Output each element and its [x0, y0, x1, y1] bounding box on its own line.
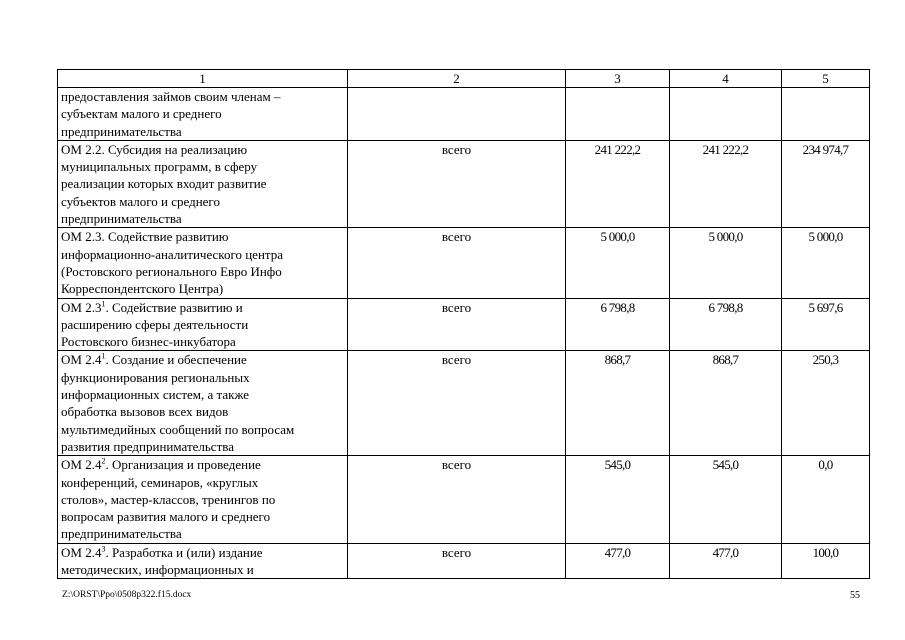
row-type: всего [348, 543, 566, 579]
description-line: (Ростовского регионального Евро Инфо [61, 263, 282, 279]
row-value-3: 477,0 [566, 543, 670, 579]
row-type: всего [348, 228, 566, 298]
row-value-4: 545,0 [670, 456, 782, 543]
description-line: обработка вызовов всех видов [61, 404, 229, 420]
row-value-5 [782, 88, 870, 141]
table-row [58, 228, 870, 298]
column-header-4: 4 [670, 70, 782, 88]
description-line: предпринимательства [61, 123, 182, 139]
table-row [58, 88, 870, 141]
description-line: ОМ 2.4 [61, 457, 102, 473]
budget-table [57, 69, 870, 579]
footer-file-path: Z:\ORST\Ppo\0508p322.f15.docx [62, 590, 192, 600]
description-line: информационных систем, а также [61, 387, 250, 403]
row-description [58, 228, 348, 298]
description-line: столов», мастер-классов, тренингов по [61, 491, 276, 507]
table-row [58, 543, 870, 579]
table-row [58, 140, 870, 227]
description-line: Ростовского бизнес-инкубатора [61, 334, 236, 350]
description-line: ОМ 2.3. Содействие развитию [61, 229, 229, 245]
superscript-marker: 1 [101, 299, 106, 309]
row-type: всего [348, 351, 566, 456]
row-value-3 [566, 88, 670, 141]
row-value-3: 545,0 [566, 456, 670, 543]
description-line: предпринимательства [61, 526, 182, 542]
description-line: расширению сферы деятельности [61, 316, 249, 332]
description-line: мультимедийных сообщений по вопросам [61, 421, 295, 437]
row-description [58, 140, 348, 227]
description-line: методических, информационных и [61, 562, 254, 578]
row-value-5: 100,0 [782, 543, 870, 579]
row-value-5: 0,0 [782, 456, 870, 543]
description-line: . Создание и обеспечение [105, 352, 247, 368]
table-row [58, 298, 870, 351]
table-header-row [58, 70, 870, 88]
column-header-1: 1 [58, 70, 348, 88]
description-line: предпринимательства [61, 211, 182, 227]
row-value-5: 250,3 [782, 351, 870, 456]
description-line: Корреспондентского Центра) [61, 281, 224, 297]
table-row [58, 351, 870, 456]
superscript-marker: 3 [101, 544, 106, 554]
description-line: субъектов малого и среднего [61, 193, 220, 209]
row-value-4: 477,0 [670, 543, 782, 579]
row-description [58, 88, 348, 141]
row-description [58, 298, 348, 351]
description-line: предоставления займов своим членам – [61, 89, 281, 104]
row-type: всего [348, 456, 566, 543]
row-value-3: 5 000,0 [566, 228, 670, 298]
description-line: информационно-аналитического центра [61, 246, 284, 262]
description-line: ОМ 2.2. Субсидия на реализацию [61, 141, 248, 157]
row-description [58, 543, 348, 579]
description-line: вопросам развития малого и среднего [61, 509, 271, 525]
description-line: . Разработка и (или) издание [105, 544, 263, 560]
row-value-4: 5 000,0 [670, 228, 782, 298]
description-line: ОМ 2.3 [61, 299, 102, 315]
row-value-5: 5 000,0 [782, 228, 870, 298]
table-row [58, 456, 870, 543]
row-value-3: 6 798,8 [566, 298, 670, 351]
description-line: функционирования региональных [61, 369, 250, 385]
column-header-2: 2 [348, 70, 566, 88]
column-header-5: 5 [782, 70, 870, 88]
description-line: конференций, семинаров, «круглых [61, 474, 259, 490]
row-description [58, 351, 348, 456]
description-line: . Содействие развитию и [105, 299, 243, 315]
description-line: субъектам малого и среднего [61, 106, 222, 122]
row-value-4: 241 222,2 [670, 140, 782, 227]
superscript-marker: 2 [101, 456, 106, 466]
row-value-4: 6 798,8 [670, 298, 782, 351]
description-line: реализации которых входит развитие [61, 176, 267, 192]
description-line: муниципальных программ, в сферу [61, 159, 258, 175]
description-line: ОМ 2.4 [61, 352, 102, 368]
row-type [348, 88, 566, 141]
row-value-3: 241 222,2 [566, 140, 670, 227]
page-number: 55 [850, 590, 860, 601]
row-description [58, 456, 348, 543]
row-value-3: 868,7 [566, 351, 670, 456]
superscript-marker: 1 [101, 352, 106, 362]
description-line: ОМ 2.4 [61, 544, 102, 560]
row-type: всего [348, 298, 566, 351]
description-line: . Организация и проведение [105, 457, 261, 473]
row-value-5: 234 974,7 [782, 140, 870, 227]
column-header-3: 3 [566, 70, 670, 88]
row-value-4 [670, 88, 782, 141]
row-value-4: 868,7 [670, 351, 782, 456]
row-value-5: 5 697,6 [782, 298, 870, 351]
row-type: всего [348, 140, 566, 227]
description-line: развития предпринимательства [61, 438, 234, 454]
